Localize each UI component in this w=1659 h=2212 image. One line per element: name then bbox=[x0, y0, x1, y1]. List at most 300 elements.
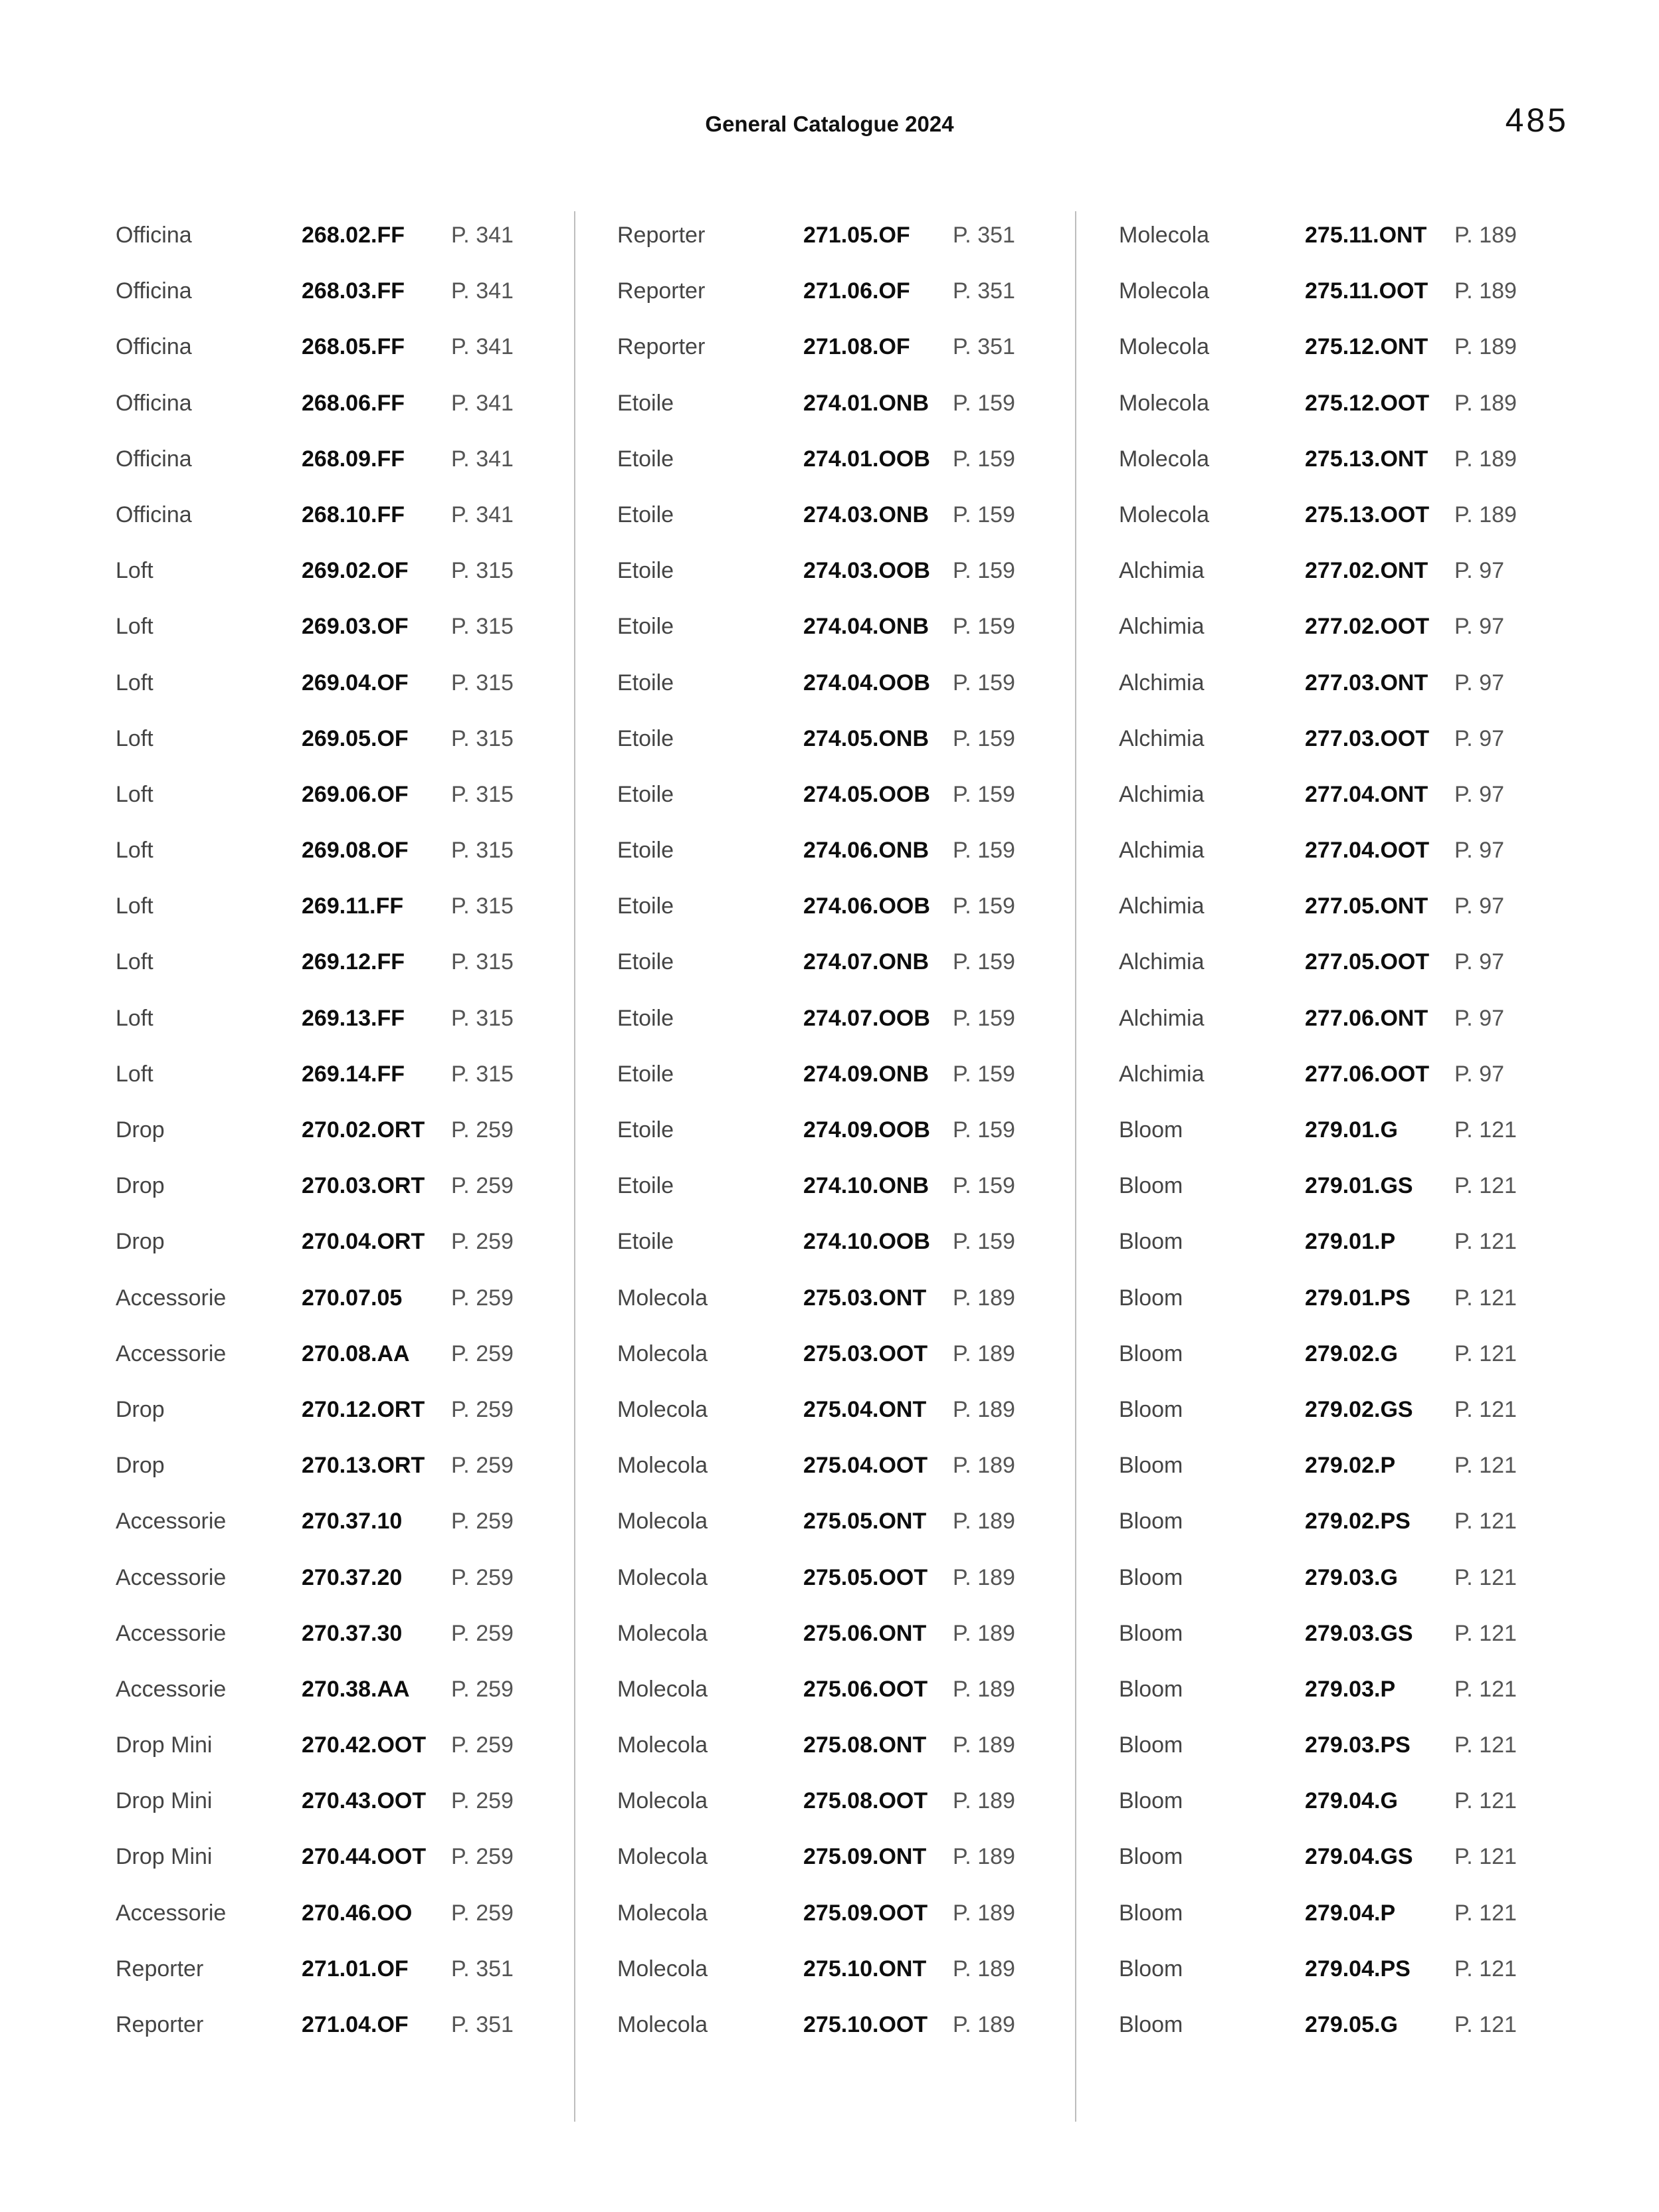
product-name: Molecola bbox=[1119, 334, 1210, 360]
product-code: 270.38.AA bbox=[302, 1676, 410, 1702]
product-name: Loft bbox=[116, 1061, 153, 1087]
index-entry bbox=[617, 1046, 1082, 1102]
product-code: 274.07.OOB bbox=[803, 1005, 930, 1031]
index-entry bbox=[617, 1382, 1082, 1437]
product-name: Etoile bbox=[617, 949, 674, 975]
index-entry bbox=[116, 990, 581, 1046]
product-name: Alchimia bbox=[1119, 949, 1205, 975]
index-entry bbox=[116, 1437, 581, 1493]
page-reference: P. 121 bbox=[1454, 1564, 1517, 1590]
page-reference: P. 351 bbox=[953, 278, 1015, 304]
product-code: 271.04.OF bbox=[302, 2012, 409, 2037]
page-reference: P. 341 bbox=[451, 223, 514, 248]
index-entry bbox=[1119, 1493, 1584, 1549]
index-entry bbox=[617, 1102, 1082, 1158]
index-entry bbox=[1119, 822, 1584, 878]
page-reference: P. 315 bbox=[451, 725, 514, 751]
product-name: Molecola bbox=[617, 1956, 708, 1982]
page-reference: P. 259 bbox=[451, 1117, 514, 1143]
page-reference: P. 121 bbox=[1454, 1173, 1517, 1199]
index-entry bbox=[116, 1997, 581, 2053]
product-name: Molecola bbox=[617, 1676, 708, 1702]
product-name: Etoile bbox=[617, 725, 674, 751]
product-name: Accessorie bbox=[116, 1509, 227, 1534]
product-name: Etoile bbox=[617, 502, 674, 527]
page-reference: P. 259 bbox=[451, 1900, 514, 1926]
page-reference: P. 159 bbox=[953, 949, 1015, 975]
product-code: 274.01.ONB bbox=[803, 390, 929, 416]
index-entry bbox=[1119, 1437, 1584, 1493]
index-entry bbox=[617, 431, 1082, 487]
index-entry bbox=[617, 319, 1082, 375]
product-code: 271.05.OF bbox=[803, 223, 910, 248]
product-name: Molecola bbox=[617, 1732, 708, 1758]
page-reference: P. 97 bbox=[1454, 558, 1505, 584]
page-number: 485 bbox=[1505, 102, 1569, 139]
page-reference: P. 315 bbox=[451, 558, 514, 584]
page-reference: P. 97 bbox=[1454, 725, 1505, 751]
index-entry bbox=[116, 319, 581, 375]
index-entry bbox=[116, 599, 581, 654]
index-entry bbox=[1119, 1158, 1584, 1214]
product-code: 270.37.20 bbox=[302, 1564, 403, 1590]
product-name: Bloom bbox=[1119, 1229, 1183, 1255]
page-reference: P. 159 bbox=[953, 446, 1015, 472]
product-code: 275.13.ONT bbox=[1305, 446, 1428, 472]
index-entry bbox=[116, 1326, 581, 1382]
product-code: 270.03.ORT bbox=[302, 1173, 425, 1199]
product-code: 277.04.ONT bbox=[1305, 781, 1428, 807]
product-name: Drop bbox=[116, 1117, 165, 1143]
product-name: Molecola bbox=[1119, 446, 1210, 472]
product-code: 270.13.ORT bbox=[302, 1453, 425, 1479]
page-reference: P. 97 bbox=[1454, 670, 1505, 695]
index-entry bbox=[116, 1550, 581, 1606]
product-code: 275.08.ONT bbox=[803, 1732, 927, 1758]
index-entry bbox=[617, 375, 1082, 431]
index-entry bbox=[617, 767, 1082, 822]
page-reference: P. 121 bbox=[1454, 1117, 1517, 1143]
index-entry bbox=[617, 1661, 1082, 1717]
product-name: Accessorie bbox=[116, 1564, 227, 1590]
product-name: Alchimia bbox=[1119, 670, 1205, 695]
index-entry bbox=[116, 1214, 581, 1269]
product-name: Etoile bbox=[617, 1229, 674, 1255]
product-code: 271.06.OF bbox=[803, 278, 910, 304]
product-code: 274.10.OOB bbox=[803, 1229, 930, 1255]
product-code: 275.03.ONT bbox=[803, 1285, 927, 1311]
index-entry bbox=[1119, 1326, 1584, 1382]
product-name: Molecola bbox=[617, 1509, 708, 1534]
product-name: Etoile bbox=[617, 1005, 674, 1031]
product-code: 277.04.OOT bbox=[1305, 838, 1430, 864]
product-name: Officina bbox=[116, 278, 192, 304]
index-entry bbox=[116, 207, 581, 263]
product-code: 275.13.OOT bbox=[1305, 502, 1430, 527]
page-reference: P. 259 bbox=[451, 1340, 514, 1366]
product-name: Officina bbox=[116, 334, 192, 360]
product-code: 270.44.OOT bbox=[302, 1844, 427, 1870]
product-name: Bloom bbox=[1119, 1285, 1183, 1311]
product-name: Loft bbox=[116, 949, 153, 975]
page-reference: P. 97 bbox=[1454, 614, 1505, 640]
index-entry bbox=[617, 1550, 1082, 1606]
index-entry bbox=[1119, 375, 1584, 431]
index-entry bbox=[116, 1158, 581, 1214]
index-entry bbox=[617, 1773, 1082, 1829]
product-code: 270.43.OOT bbox=[302, 1788, 427, 1814]
product-name: Bloom bbox=[1119, 1173, 1183, 1199]
index-entry bbox=[116, 543, 581, 599]
product-code: 279.03.P bbox=[1305, 1676, 1396, 1702]
page-reference: P. 315 bbox=[451, 614, 514, 640]
index-entry bbox=[116, 1829, 581, 1885]
product-name: Alchimia bbox=[1119, 558, 1205, 584]
page-reference: P. 189 bbox=[953, 1788, 1015, 1814]
page-reference: P. 159 bbox=[953, 1117, 1015, 1143]
page-reference: P. 315 bbox=[451, 1061, 514, 1087]
index-entry bbox=[1119, 1997, 1584, 2053]
product-name: Reporter bbox=[116, 1956, 204, 1982]
page-reference: P. 259 bbox=[451, 1620, 514, 1646]
product-name: Etoile bbox=[617, 781, 674, 807]
index-entry bbox=[116, 375, 581, 431]
product-code: 275.11.ONT bbox=[1305, 223, 1427, 248]
product-name: Officina bbox=[116, 390, 192, 416]
index-column-3 bbox=[1119, 207, 1584, 2053]
product-name: Alchimia bbox=[1119, 781, 1205, 807]
product-name: Accessorie bbox=[116, 1340, 227, 1366]
index-entry bbox=[1119, 1270, 1584, 1326]
product-code: 275.03.OOT bbox=[803, 1340, 928, 1366]
product-code: 274.07.ONB bbox=[803, 949, 929, 975]
product-name: Molecola bbox=[1119, 223, 1210, 248]
product-code: 274.03.ONB bbox=[803, 502, 929, 527]
product-name: Molecola bbox=[617, 1396, 708, 1422]
index-entry bbox=[1119, 431, 1584, 487]
product-name: Reporter bbox=[617, 223, 706, 248]
product-code: 279.01.G bbox=[1305, 1117, 1398, 1143]
page-reference: P. 159 bbox=[953, 670, 1015, 695]
product-code: 269.03.OF bbox=[302, 614, 409, 640]
index-entry bbox=[1119, 319, 1584, 375]
product-code: 274.01.OOB bbox=[803, 446, 930, 472]
index-entry bbox=[1119, 711, 1584, 767]
product-code: 275.12.OOT bbox=[1305, 390, 1430, 416]
index-entry bbox=[116, 487, 581, 543]
product-code: 279.01.P bbox=[1305, 1229, 1396, 1255]
product-name: Loft bbox=[116, 670, 153, 695]
index-entry bbox=[1119, 878, 1584, 934]
index-entry bbox=[1119, 1829, 1584, 1885]
product-code: 275.04.OOT bbox=[803, 1453, 928, 1479]
product-code: 268.06.FF bbox=[302, 390, 405, 416]
index-entry bbox=[1119, 1046, 1584, 1102]
page-reference: P. 121 bbox=[1454, 1732, 1517, 1758]
product-code: 279.04.PS bbox=[1305, 1956, 1411, 1982]
product-name: Bloom bbox=[1119, 1900, 1183, 1926]
index-entry bbox=[116, 767, 581, 822]
product-code: 269.06.OF bbox=[302, 781, 409, 807]
product-code: 275.08.OOT bbox=[803, 1788, 928, 1814]
page-reference: P. 159 bbox=[953, 893, 1015, 919]
product-code: 269.11.FF bbox=[302, 893, 404, 919]
product-code: 274.06.OOB bbox=[803, 893, 930, 919]
index-entry bbox=[1119, 263, 1584, 319]
index-entry bbox=[617, 655, 1082, 711]
index-entry bbox=[116, 934, 581, 990]
product-code: 274.10.ONB bbox=[803, 1173, 929, 1199]
page-reference: P. 351 bbox=[953, 334, 1015, 360]
product-name: Etoile bbox=[617, 893, 674, 919]
page-reference: P. 315 bbox=[451, 893, 514, 919]
product-name: Molecola bbox=[617, 1620, 708, 1646]
page-reference: P. 121 bbox=[1454, 1900, 1517, 1926]
product-name: Molecola bbox=[617, 1844, 708, 1870]
product-name: Etoile bbox=[617, 390, 674, 416]
index-entry bbox=[116, 878, 581, 934]
product-code: 269.08.OF bbox=[302, 838, 409, 864]
page-reference: P. 159 bbox=[953, 1061, 1015, 1087]
index-entry bbox=[116, 655, 581, 711]
page-reference: P. 189 bbox=[953, 1340, 1015, 1366]
product-name: Molecola bbox=[1119, 390, 1210, 416]
page-reference: P. 121 bbox=[1454, 1620, 1517, 1646]
product-name: Etoile bbox=[617, 446, 674, 472]
index-entry bbox=[1119, 990, 1584, 1046]
index-entry bbox=[116, 263, 581, 319]
page-reference: P. 189 bbox=[1454, 502, 1517, 527]
index-entry bbox=[617, 711, 1082, 767]
product-code: 275.05.ONT bbox=[803, 1509, 927, 1534]
page-reference: P. 159 bbox=[953, 725, 1015, 751]
product-code: 279.02.PS bbox=[1305, 1509, 1411, 1534]
product-code: 269.12.FF bbox=[302, 949, 405, 975]
product-name: Drop bbox=[116, 1173, 165, 1199]
index-entry bbox=[1119, 1661, 1584, 1717]
page-reference: P. 189 bbox=[953, 1844, 1015, 1870]
index-entry bbox=[116, 822, 581, 878]
page-reference: P. 121 bbox=[1454, 1340, 1517, 1366]
product-code: 275.04.ONT bbox=[803, 1396, 927, 1422]
index-entry bbox=[116, 1885, 581, 1941]
index-entry bbox=[1119, 1941, 1584, 1997]
index-entry bbox=[1119, 1214, 1584, 1269]
product-code: 270.46.OO bbox=[302, 1900, 413, 1926]
index-column-2 bbox=[617, 207, 1082, 2053]
index-entry bbox=[617, 990, 1082, 1046]
product-name: Molecola bbox=[617, 1340, 708, 1366]
product-code: 268.05.FF bbox=[302, 334, 405, 360]
index-entry bbox=[1119, 543, 1584, 599]
product-name: Etoile bbox=[617, 838, 674, 864]
page-reference: P. 121 bbox=[1454, 1396, 1517, 1422]
index-entry bbox=[617, 1829, 1082, 1885]
product-code: 279.04.P bbox=[1305, 1900, 1396, 1926]
product-name: Molecola bbox=[617, 1900, 708, 1926]
index-entry bbox=[1119, 1773, 1584, 1829]
index-entry bbox=[116, 711, 581, 767]
product-name: Loft bbox=[116, 893, 153, 919]
page-reference: P. 315 bbox=[451, 781, 514, 807]
index-entry bbox=[617, 1214, 1082, 1269]
product-name: Bloom bbox=[1119, 1453, 1183, 1479]
page-reference: P. 121 bbox=[1454, 1844, 1517, 1870]
product-code: 270.08.AA bbox=[302, 1340, 410, 1366]
page-reference: P. 259 bbox=[451, 1173, 514, 1199]
page-reference: P. 189 bbox=[953, 1676, 1015, 1702]
product-name: Alchimia bbox=[1119, 893, 1205, 919]
product-name: Bloom bbox=[1119, 1117, 1183, 1143]
index-entry bbox=[617, 1437, 1082, 1493]
page-reference: P. 121 bbox=[1454, 1788, 1517, 1814]
product-code: 268.03.FF bbox=[302, 278, 405, 304]
index-entry bbox=[1119, 655, 1584, 711]
product-code: 270.04.ORT bbox=[302, 1229, 425, 1255]
page-reference: P. 189 bbox=[1454, 223, 1517, 248]
index-entry bbox=[617, 1326, 1082, 1382]
product-code: 269.14.FF bbox=[302, 1061, 405, 1087]
page-reference: P. 189 bbox=[1454, 278, 1517, 304]
product-code: 270.42.OOT bbox=[302, 1732, 427, 1758]
page-reference: P. 189 bbox=[953, 2012, 1015, 2037]
page-reference: P. 189 bbox=[953, 1956, 1015, 1982]
page-reference: P. 259 bbox=[451, 1453, 514, 1479]
page-reference: P. 259 bbox=[451, 1676, 514, 1702]
index-column-1 bbox=[116, 207, 581, 2053]
index-entry bbox=[617, 263, 1082, 319]
product-code: 269.05.OF bbox=[302, 725, 409, 751]
index-entry bbox=[116, 1102, 581, 1158]
page-reference: P. 341 bbox=[451, 334, 514, 360]
index-entry bbox=[1119, 1382, 1584, 1437]
product-name: Loft bbox=[116, 614, 153, 640]
product-name: Bloom bbox=[1119, 1564, 1183, 1590]
product-name: Bloom bbox=[1119, 1340, 1183, 1366]
product-code: 274.06.ONB bbox=[803, 838, 929, 864]
index-entry bbox=[617, 934, 1082, 990]
page-reference: P. 189 bbox=[1454, 446, 1517, 472]
product-code: 270.37.10 bbox=[302, 1509, 403, 1534]
product-code: 268.10.FF bbox=[302, 502, 405, 527]
product-name: Alchimia bbox=[1119, 1005, 1205, 1031]
page-reference: P. 121 bbox=[1454, 1229, 1517, 1255]
page-reference: P. 189 bbox=[953, 1564, 1015, 1590]
page-reference: P. 121 bbox=[1454, 1676, 1517, 1702]
page-reference: P. 259 bbox=[451, 1844, 514, 1870]
page-reference: P. 159 bbox=[953, 1229, 1015, 1255]
product-code: 277.03.OOT bbox=[1305, 725, 1430, 751]
page-reference: P. 341 bbox=[451, 502, 514, 527]
page-reference: P. 159 bbox=[953, 558, 1015, 584]
product-code: 277.05.ONT bbox=[1305, 893, 1428, 919]
product-code: 279.01.GS bbox=[1305, 1173, 1413, 1199]
index-entry bbox=[617, 1885, 1082, 1941]
product-code: 271.01.OF bbox=[302, 1956, 409, 1982]
index-entry bbox=[617, 1606, 1082, 1661]
product-code: 268.09.FF bbox=[302, 446, 405, 472]
product-code: 279.03.G bbox=[1305, 1564, 1398, 1590]
page-reference: P. 159 bbox=[953, 1005, 1015, 1031]
page-reference: P. 189 bbox=[953, 1900, 1015, 1926]
index-entry bbox=[617, 1493, 1082, 1549]
product-code: 274.04.OOB bbox=[803, 670, 930, 695]
product-code: 275.05.OOT bbox=[803, 1564, 928, 1590]
index-entry bbox=[116, 1046, 581, 1102]
page-reference: P. 315 bbox=[451, 1005, 514, 1031]
product-code: 274.04.ONB bbox=[803, 614, 929, 640]
product-name: Bloom bbox=[1119, 1509, 1183, 1534]
page-reference: P. 121 bbox=[1454, 1509, 1517, 1534]
index-entry bbox=[617, 207, 1082, 263]
product-code: 274.05.ONB bbox=[803, 725, 929, 751]
product-name: Bloom bbox=[1119, 1620, 1183, 1646]
index-entry bbox=[116, 1606, 581, 1661]
index-entry bbox=[617, 487, 1082, 543]
product-code: 277.02.OOT bbox=[1305, 614, 1430, 640]
index-entry bbox=[1119, 599, 1584, 654]
product-name: Loft bbox=[116, 838, 153, 864]
product-code: 269.02.OF bbox=[302, 558, 409, 584]
index-entry bbox=[116, 1661, 581, 1717]
product-name: Reporter bbox=[617, 278, 706, 304]
product-name: Drop Mini bbox=[116, 1732, 213, 1758]
product-name: Officina bbox=[116, 502, 192, 527]
index-entry bbox=[617, 878, 1082, 934]
product-code: 279.02.P bbox=[1305, 1453, 1396, 1479]
product-name: Etoile bbox=[617, 670, 674, 695]
index-entry bbox=[1119, 1885, 1584, 1941]
product-name: Etoile bbox=[617, 1117, 674, 1143]
product-name: Reporter bbox=[116, 2012, 204, 2037]
product-name: Bloom bbox=[1119, 2012, 1183, 2037]
index-entry bbox=[617, 822, 1082, 878]
product-code: 270.12.ORT bbox=[302, 1396, 425, 1422]
index-entry bbox=[1119, 207, 1584, 263]
product-name: Drop bbox=[116, 1229, 165, 1255]
page-reference: P. 189 bbox=[1454, 390, 1517, 416]
page-reference: P. 159 bbox=[953, 502, 1015, 527]
product-name: Alchimia bbox=[1119, 725, 1205, 751]
page-reference: P. 189 bbox=[953, 1732, 1015, 1758]
product-name: Accessorie bbox=[116, 1285, 227, 1311]
page-reference: P. 159 bbox=[953, 1173, 1015, 1199]
product-code: 274.05.OOB bbox=[803, 781, 930, 807]
product-code: 275.10.ONT bbox=[803, 1956, 927, 1982]
product-name: Molecola bbox=[617, 2012, 708, 2037]
index-entry bbox=[617, 543, 1082, 599]
product-name: Drop bbox=[116, 1453, 165, 1479]
index-entry bbox=[617, 1158, 1082, 1214]
product-name: Bloom bbox=[1119, 1732, 1183, 1758]
product-code: 279.05.G bbox=[1305, 2012, 1398, 2037]
page-reference: P. 189 bbox=[953, 1396, 1015, 1422]
product-name: Alchimia bbox=[1119, 1061, 1205, 1087]
index-entry bbox=[1119, 1550, 1584, 1606]
page-reference: P. 351 bbox=[953, 223, 1015, 248]
product-code: 274.03.OOB bbox=[803, 558, 930, 584]
product-name: Accessorie bbox=[116, 1900, 227, 1926]
product-code: 277.06.OOT bbox=[1305, 1061, 1430, 1087]
index-entry bbox=[1119, 934, 1584, 990]
product-name: Drop Mini bbox=[116, 1788, 213, 1814]
product-code: 274.09.OOB bbox=[803, 1117, 930, 1143]
index-entry bbox=[1119, 1717, 1584, 1773]
page-reference: P. 97 bbox=[1454, 1061, 1505, 1087]
page-reference: P. 121 bbox=[1454, 1956, 1517, 1982]
product-name: Molecola bbox=[1119, 278, 1210, 304]
page-reference: P. 351 bbox=[451, 1956, 514, 1982]
